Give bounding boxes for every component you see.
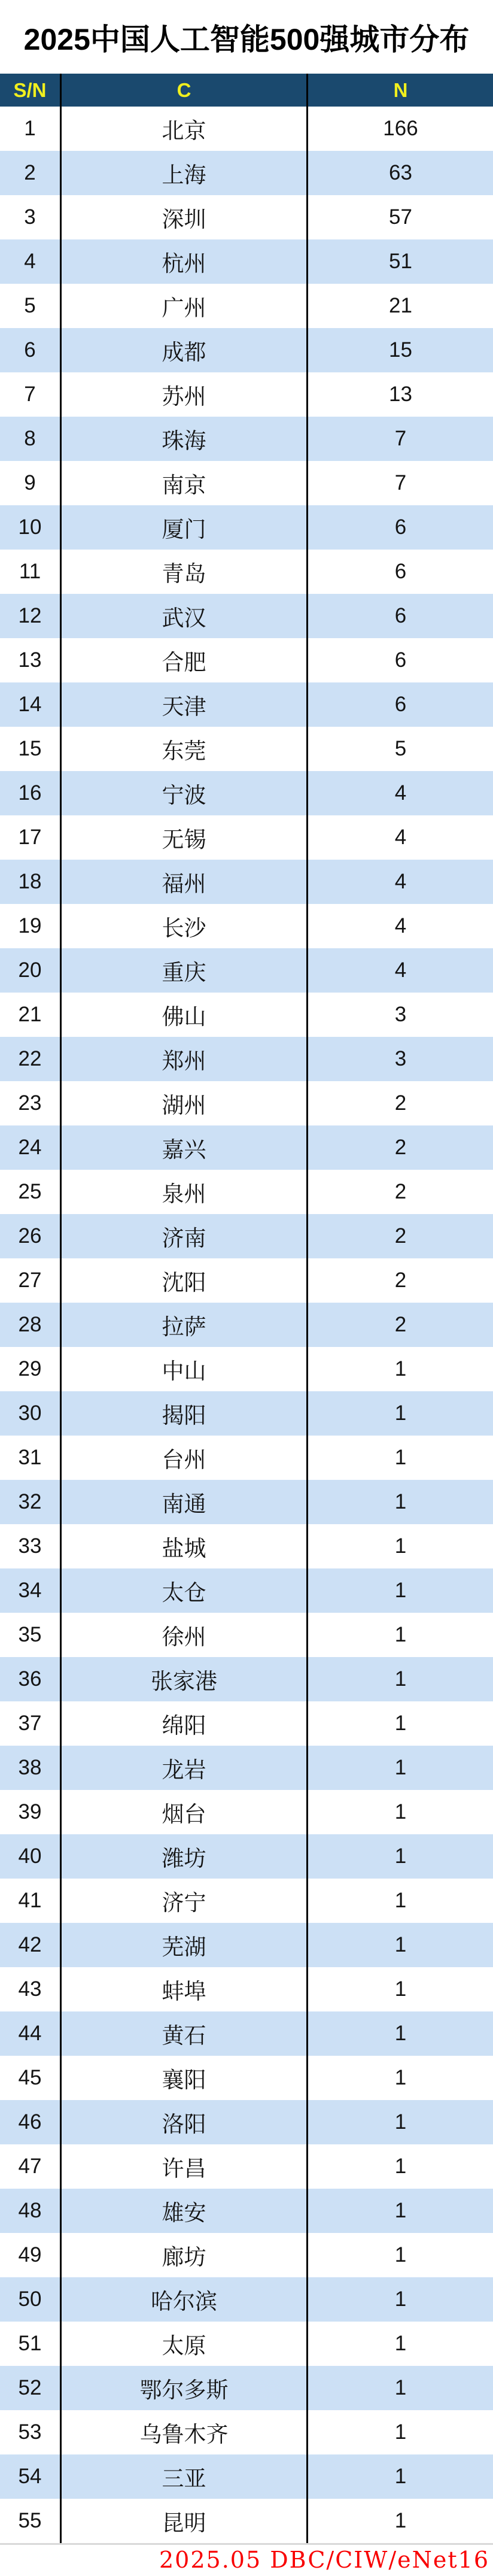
- cell-serial-number: 32: [18, 1490, 42, 1513]
- cell-city-name: 鄂尔多斯: [60, 2366, 306, 2410]
- header-cell-city: C: [60, 74, 306, 107]
- header-cell-sn: S/N: [13, 78, 47, 101]
- cell-company-count: 13: [306, 372, 493, 417]
- table-row: [0, 505, 493, 550]
- cell-serial-number: 29: [18, 1357, 42, 1380]
- table-row: [0, 727, 493, 771]
- table-header: [0, 74, 493, 107]
- cell-serial-number: 10: [18, 515, 42, 539]
- cell-city-name: 杭州: [60, 239, 306, 284]
- table-row: [0, 860, 493, 904]
- cell-city-name: 成都: [60, 328, 306, 372]
- cell-serial-number: 45: [18, 2066, 42, 2089]
- table-row: [0, 1923, 493, 1967]
- cell-city-name: 沈阳: [60, 1258, 306, 1303]
- cell-company-count: 1: [306, 1879, 493, 1923]
- cell-serial-number: 19: [18, 914, 42, 937]
- table-row: [0, 1258, 493, 1303]
- cell-city-name: 长沙: [60, 904, 306, 948]
- table-row: [0, 1613, 493, 1657]
- cell-company-count: 1: [306, 2366, 493, 2410]
- cell-serial-number: 24: [18, 1136, 42, 1159]
- cell-company-count: 2: [306, 1303, 493, 1347]
- table-row: [0, 2366, 493, 2410]
- cell-serial-number: 16: [18, 781, 42, 805]
- cell-serial-number: 37: [18, 1712, 42, 1735]
- cell-city-name: 乌鲁木齐: [60, 2410, 306, 2454]
- cell-company-count: 1: [306, 2100, 493, 2144]
- cell-serial-number: 15: [18, 737, 42, 760]
- cell-serial-number: 2: [24, 161, 36, 184]
- cell-serial-number: 30: [18, 1401, 42, 1425]
- table-row: [0, 2056, 493, 2100]
- table-row: [0, 1568, 493, 1613]
- table-row: [0, 2233, 493, 2277]
- cell-company-count: 2: [306, 1081, 493, 1125]
- cell-city-name: 厦门: [60, 505, 306, 550]
- cell-serial-number: 44: [18, 2022, 42, 2045]
- cell-serial-number: 28: [18, 1313, 42, 1336]
- cell-city-name: 郑州: [60, 1037, 306, 1081]
- cell-serial-number: 31: [18, 1446, 42, 1469]
- table-row: [0, 1701, 493, 1746]
- cell-city-name: 盐城: [60, 1524, 306, 1568]
- cell-city-name: 宁波: [60, 771, 306, 815]
- cell-serial-number: 20: [18, 958, 42, 982]
- table-row: [0, 2499, 493, 2543]
- cell-city-name: 北京: [60, 107, 306, 151]
- table-row: [0, 948, 493, 993]
- cell-city-name: 南京: [60, 461, 306, 505]
- cell-serial-number: 22: [18, 1047, 42, 1070]
- table-row: [0, 550, 493, 594]
- cell-company-count: 3: [306, 993, 493, 1037]
- cell-serial-number: 34: [18, 1579, 42, 1602]
- table-row: [0, 2189, 493, 2233]
- cell-company-count: 1: [306, 1701, 493, 1746]
- table-row: [0, 1303, 493, 1347]
- table-row: [0, 1657, 493, 1701]
- cell-company-count: 1: [306, 1790, 493, 1834]
- cell-city-name: 廊坊: [60, 2233, 306, 2277]
- cell-company-count: 1: [306, 1436, 493, 1480]
- cell-company-count: 21: [306, 284, 493, 328]
- cell-company-count: 1: [306, 2454, 493, 2499]
- table-row: [0, 1347, 493, 1391]
- cell-city-name: 三亚: [60, 2454, 306, 2499]
- table-row: [0, 1746, 493, 1790]
- cell-serial-number: 33: [18, 1534, 42, 1558]
- table-row: [0, 2277, 493, 2322]
- table-row: [0, 1436, 493, 1480]
- cell-city-name: 芜湖: [60, 1923, 306, 1967]
- cell-serial-number: 4: [24, 250, 36, 273]
- cell-city-name: 上海: [60, 151, 306, 195]
- cell-company-count: 63: [306, 151, 493, 195]
- cell-company-count: 1: [306, 2056, 493, 2100]
- cell-city-name: 天津: [60, 682, 306, 727]
- cell-city-name: 重庆: [60, 948, 306, 993]
- table-row: [0, 1170, 493, 1214]
- cell-company-count: 1: [306, 1834, 493, 1879]
- cell-serial-number: 9: [24, 471, 36, 494]
- cell-serial-number: 3: [24, 205, 36, 229]
- cell-company-count: 6: [306, 505, 493, 550]
- cell-serial-number: 40: [18, 1844, 42, 1868]
- footer-credit: 2025.05 DBC/CIW/eNet16: [159, 2546, 489, 2573]
- table-body: [0, 107, 493, 2543]
- cell-company-count: 1: [306, 2277, 493, 2322]
- table-row: [0, 682, 493, 727]
- table-row: [0, 2011, 493, 2056]
- cell-city-name: 青岛: [60, 550, 306, 594]
- cell-serial-number: 23: [18, 1091, 42, 1115]
- cell-city-name: 蚌埠: [60, 1967, 306, 2011]
- cell-serial-number: 49: [18, 2243, 42, 2266]
- cell-city-name: 中山: [60, 1347, 306, 1391]
- table-row: [0, 1125, 493, 1170]
- cell-city-name: 泉州: [60, 1170, 306, 1214]
- cell-city-name: 潍坊: [60, 1834, 306, 1879]
- cell-company-count: 1: [306, 1657, 493, 1701]
- cell-serial-number: 43: [18, 1977, 42, 2001]
- cell-company-count: 57: [306, 195, 493, 239]
- city-distribution-table: [0, 74, 493, 2545]
- table-row: [0, 2322, 493, 2366]
- cell-city-name: 徐州: [60, 1613, 306, 1657]
- cell-company-count: 4: [306, 815, 493, 860]
- cell-serial-number: 12: [18, 604, 42, 627]
- cell-company-count: 4: [306, 860, 493, 904]
- cell-city-name: 雄安: [60, 2189, 306, 2233]
- cell-city-name: 无锡: [60, 815, 306, 860]
- cell-company-count: 1: [306, 1923, 493, 1967]
- table-row: [0, 1524, 493, 1568]
- table-row: [0, 284, 493, 328]
- table-row: [0, 461, 493, 505]
- table-row: [0, 1214, 493, 1258]
- cell-company-count: 1: [306, 1967, 493, 2011]
- cell-serial-number: 54: [18, 2465, 42, 2488]
- table-row: [0, 1834, 493, 1879]
- cell-city-name: 黄石: [60, 2011, 306, 2056]
- cell-city-name: 东莞: [60, 727, 306, 771]
- cell-serial-number: 17: [18, 826, 42, 849]
- cell-city-name: 合肥: [60, 638, 306, 682]
- table-row: [0, 1967, 493, 2011]
- cell-city-name: 嘉兴: [60, 1125, 306, 1170]
- cell-company-count: 4: [306, 904, 493, 948]
- cell-city-name: 南通: [60, 1480, 306, 1524]
- table-row: [0, 815, 493, 860]
- cell-company-count: 2: [306, 1170, 493, 1214]
- cell-city-name: 珠海: [60, 417, 306, 461]
- cell-company-count: 2: [306, 1258, 493, 1303]
- cell-serial-number: 55: [18, 2509, 42, 2532]
- cell-city-name: 佛山: [60, 993, 306, 1037]
- cell-serial-number: 50: [18, 2287, 42, 2311]
- cell-city-name: 许昌: [60, 2144, 306, 2189]
- cell-city-name: 济宁: [60, 1879, 306, 1923]
- table-row: [0, 372, 493, 417]
- cell-serial-number: 6: [24, 338, 36, 362]
- cell-city-name: 深圳: [60, 195, 306, 239]
- cell-company-count: 1: [306, 2410, 493, 2454]
- cell-company-count: 6: [306, 638, 493, 682]
- cell-city-name: 拉萨: [60, 1303, 306, 1347]
- table-row: [0, 1391, 493, 1436]
- table-row: [0, 993, 493, 1037]
- cell-serial-number: 48: [18, 2199, 42, 2222]
- page-title: 2025中国人工智能500强城市分布: [23, 22, 470, 56]
- cell-serial-number: 5: [24, 294, 36, 317]
- cell-serial-number: 1: [24, 117, 36, 140]
- cell-city-name: 太仓: [60, 1568, 306, 1613]
- cell-serial-number: 46: [18, 2110, 42, 2134]
- cell-serial-number: 14: [18, 693, 42, 716]
- cell-company-count: 1: [306, 2499, 493, 2543]
- cell-serial-number: 36: [18, 1667, 42, 1691]
- cell-serial-number: 8: [24, 427, 36, 450]
- cell-company-count: 15: [306, 328, 493, 372]
- cell-city-name: 烟台: [60, 1790, 306, 1834]
- cell-serial-number: 26: [18, 1224, 42, 1248]
- cell-serial-number: 42: [18, 1933, 42, 1956]
- cell-city-name: 龙岩: [60, 1746, 306, 1790]
- table-row: [0, 594, 493, 638]
- cell-company-count: 1: [306, 1347, 493, 1391]
- cell-serial-number: 53: [18, 2420, 42, 2444]
- cell-city-name: 昆明: [60, 2499, 306, 2543]
- cell-company-count: 7: [306, 417, 493, 461]
- cell-company-count: 6: [306, 594, 493, 638]
- table-row: [0, 417, 493, 461]
- cell-company-count: 1: [306, 1568, 493, 1613]
- table-row: [0, 1879, 493, 1923]
- table-row: [0, 1037, 493, 1081]
- cell-city-name: 洛阳: [60, 2100, 306, 2144]
- cell-company-count: 1: [306, 2011, 493, 2056]
- cell-city-name: 襄阳: [60, 2056, 306, 2100]
- cell-company-count: 166: [306, 107, 493, 151]
- cell-city-name: 台州: [60, 1436, 306, 1480]
- cell-company-count: 1: [306, 1746, 493, 1790]
- cell-city-name: 揭阳: [60, 1391, 306, 1436]
- cell-company-count: 51: [306, 239, 493, 284]
- table-row: [0, 1790, 493, 1834]
- cell-serial-number: 11: [19, 560, 41, 583]
- cell-city-name: 绵阳: [60, 1701, 306, 1746]
- cell-company-count: 1: [306, 1480, 493, 1524]
- table-row: [0, 771, 493, 815]
- table-row: [0, 239, 493, 284]
- cell-company-count: 1: [306, 1391, 493, 1436]
- table-row: [0, 151, 493, 195]
- cell-company-count: 4: [306, 948, 493, 993]
- table-row: [0, 328, 493, 372]
- cell-serial-number: 51: [18, 2332, 42, 2355]
- cell-company-count: 2: [306, 1214, 493, 1258]
- cell-serial-number: 13: [18, 648, 42, 672]
- cell-company-count: 1: [306, 2233, 493, 2277]
- table-row: [0, 904, 493, 948]
- table-row: [0, 1480, 493, 1524]
- table-row: [0, 2410, 493, 2454]
- table-row: [0, 2144, 493, 2189]
- cell-serial-number: 25: [18, 1180, 42, 1203]
- cell-serial-number: 38: [18, 1756, 42, 1779]
- cell-company-count: 4: [306, 771, 493, 815]
- table-row: [0, 107, 493, 151]
- table-row: [0, 2100, 493, 2144]
- table-row: [0, 1081, 493, 1125]
- header-cell-n: N: [306, 74, 493, 107]
- cell-company-count: 1: [306, 1524, 493, 1568]
- cell-serial-number: 39: [18, 1800, 42, 1823]
- cell-company-count: 1: [306, 2189, 493, 2233]
- cell-company-count: 6: [306, 682, 493, 727]
- cell-company-count: 6: [306, 550, 493, 594]
- cell-serial-number: 41: [18, 1889, 42, 1912]
- cell-company-count: 5: [306, 727, 493, 771]
- cell-serial-number: 21: [18, 1003, 42, 1026]
- cell-city-name: 张家港: [60, 1657, 306, 1701]
- cell-serial-number: 52: [18, 2376, 42, 2399]
- cell-serial-number: 18: [18, 870, 42, 893]
- cell-city-name: 湖州: [60, 1081, 306, 1125]
- table-row: [0, 638, 493, 682]
- cell-serial-number: 27: [18, 1269, 42, 1292]
- cell-city-name: 济南: [60, 1214, 306, 1258]
- cell-company-count: 3: [306, 1037, 493, 1081]
- cell-city-name: 苏州: [60, 372, 306, 417]
- cell-city-name: 太原: [60, 2322, 306, 2366]
- cell-company-count: 1: [306, 2144, 493, 2189]
- cell-company-count: 1: [306, 1613, 493, 1657]
- table-row: [0, 2454, 493, 2499]
- cell-serial-number: 47: [18, 2155, 42, 2178]
- cell-city-name: 广州: [60, 284, 306, 328]
- cell-city-name: 哈尔滨: [60, 2277, 306, 2322]
- cell-company-count: 1: [306, 2322, 493, 2366]
- table-row: [0, 195, 493, 239]
- cell-company-count: 7: [306, 461, 493, 505]
- cell-company-count: 2: [306, 1125, 493, 1170]
- cell-serial-number: 7: [24, 383, 36, 406]
- cell-serial-number: 35: [18, 1623, 42, 1646]
- cell-city-name: 福州: [60, 860, 306, 904]
- cell-city-name: 武汉: [60, 594, 306, 638]
